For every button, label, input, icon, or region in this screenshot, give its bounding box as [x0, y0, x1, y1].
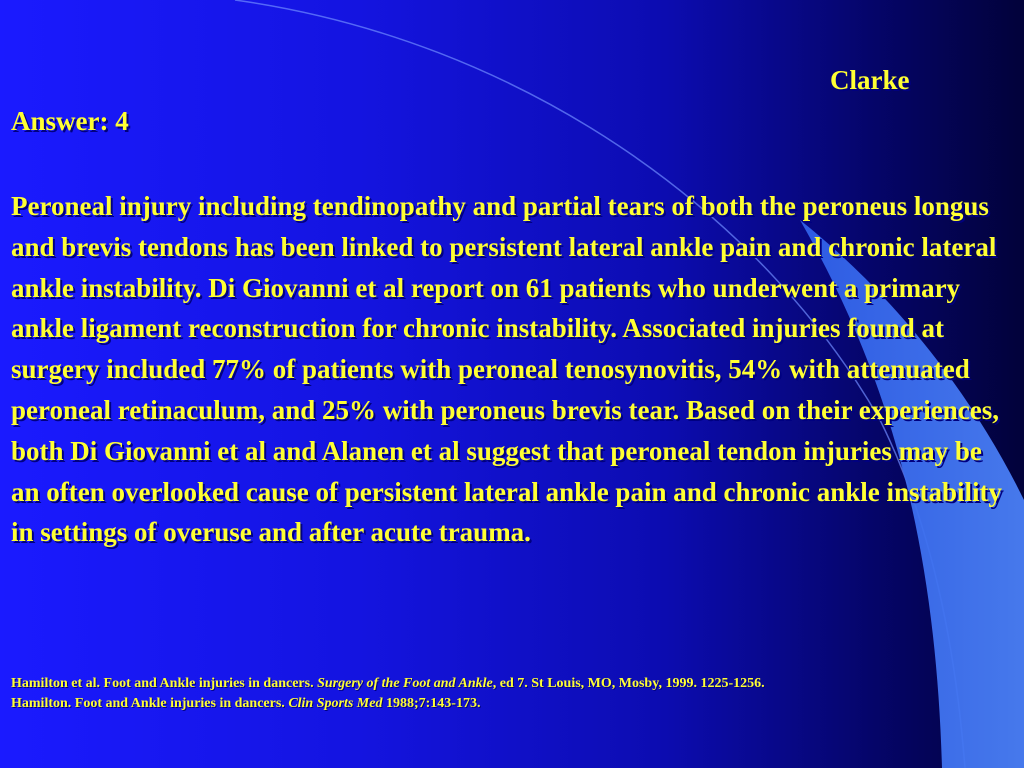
reference-item-2 — [11, 694, 1011, 714]
slide-author: Clarke — [830, 65, 910, 95]
reference-text: Hamilton et al. Foot and Ankle injuries in dancers. — [11, 676, 318, 691]
answer-heading: Answer: 4 — [11, 106, 129, 136]
reference-journal: Surgery of the Foot and Ankle — [317, 676, 493, 691]
explanation-paragraph: Peroneal injury including tendinopathy and partial tears of both the peroneus longus and brevis tendons has been linked to persistent lateral ankle pain and chronic lateral ankle instability. Di Giovanni et al report on 61 patients who underwent a primary ankle ligament reconstruction for chronic instability. Associated injuries found at surgery included 77% of patients with peroneal tenosynovitis, 54% with attenuated peroneal retinaculum, and 25% with peroneus brevis tear. Based on their experiences, both Di Giovanni et al and Alanen et al suggest that peroneal tendon injuries may be an often overlooked cause of persistent lateral ankle pain and chronic ankle instability in settings of overuse and after acute trauma. — [11, 191, 1003, 548]
reference-details: 1988;7:143-173. — [382, 696, 481, 711]
reference-journal: Clin Sports Med — [288, 696, 383, 711]
reference-details: , ed 7. St Louis, MO, Mosby, 1999. 1225-1256. — [492, 676, 765, 691]
reference-text: Hamilton. Foot and Ankle injuries in dancers. — [11, 696, 289, 711]
reference-item-1 — [11, 674, 1011, 694]
references-list — [11, 674, 1011, 714]
